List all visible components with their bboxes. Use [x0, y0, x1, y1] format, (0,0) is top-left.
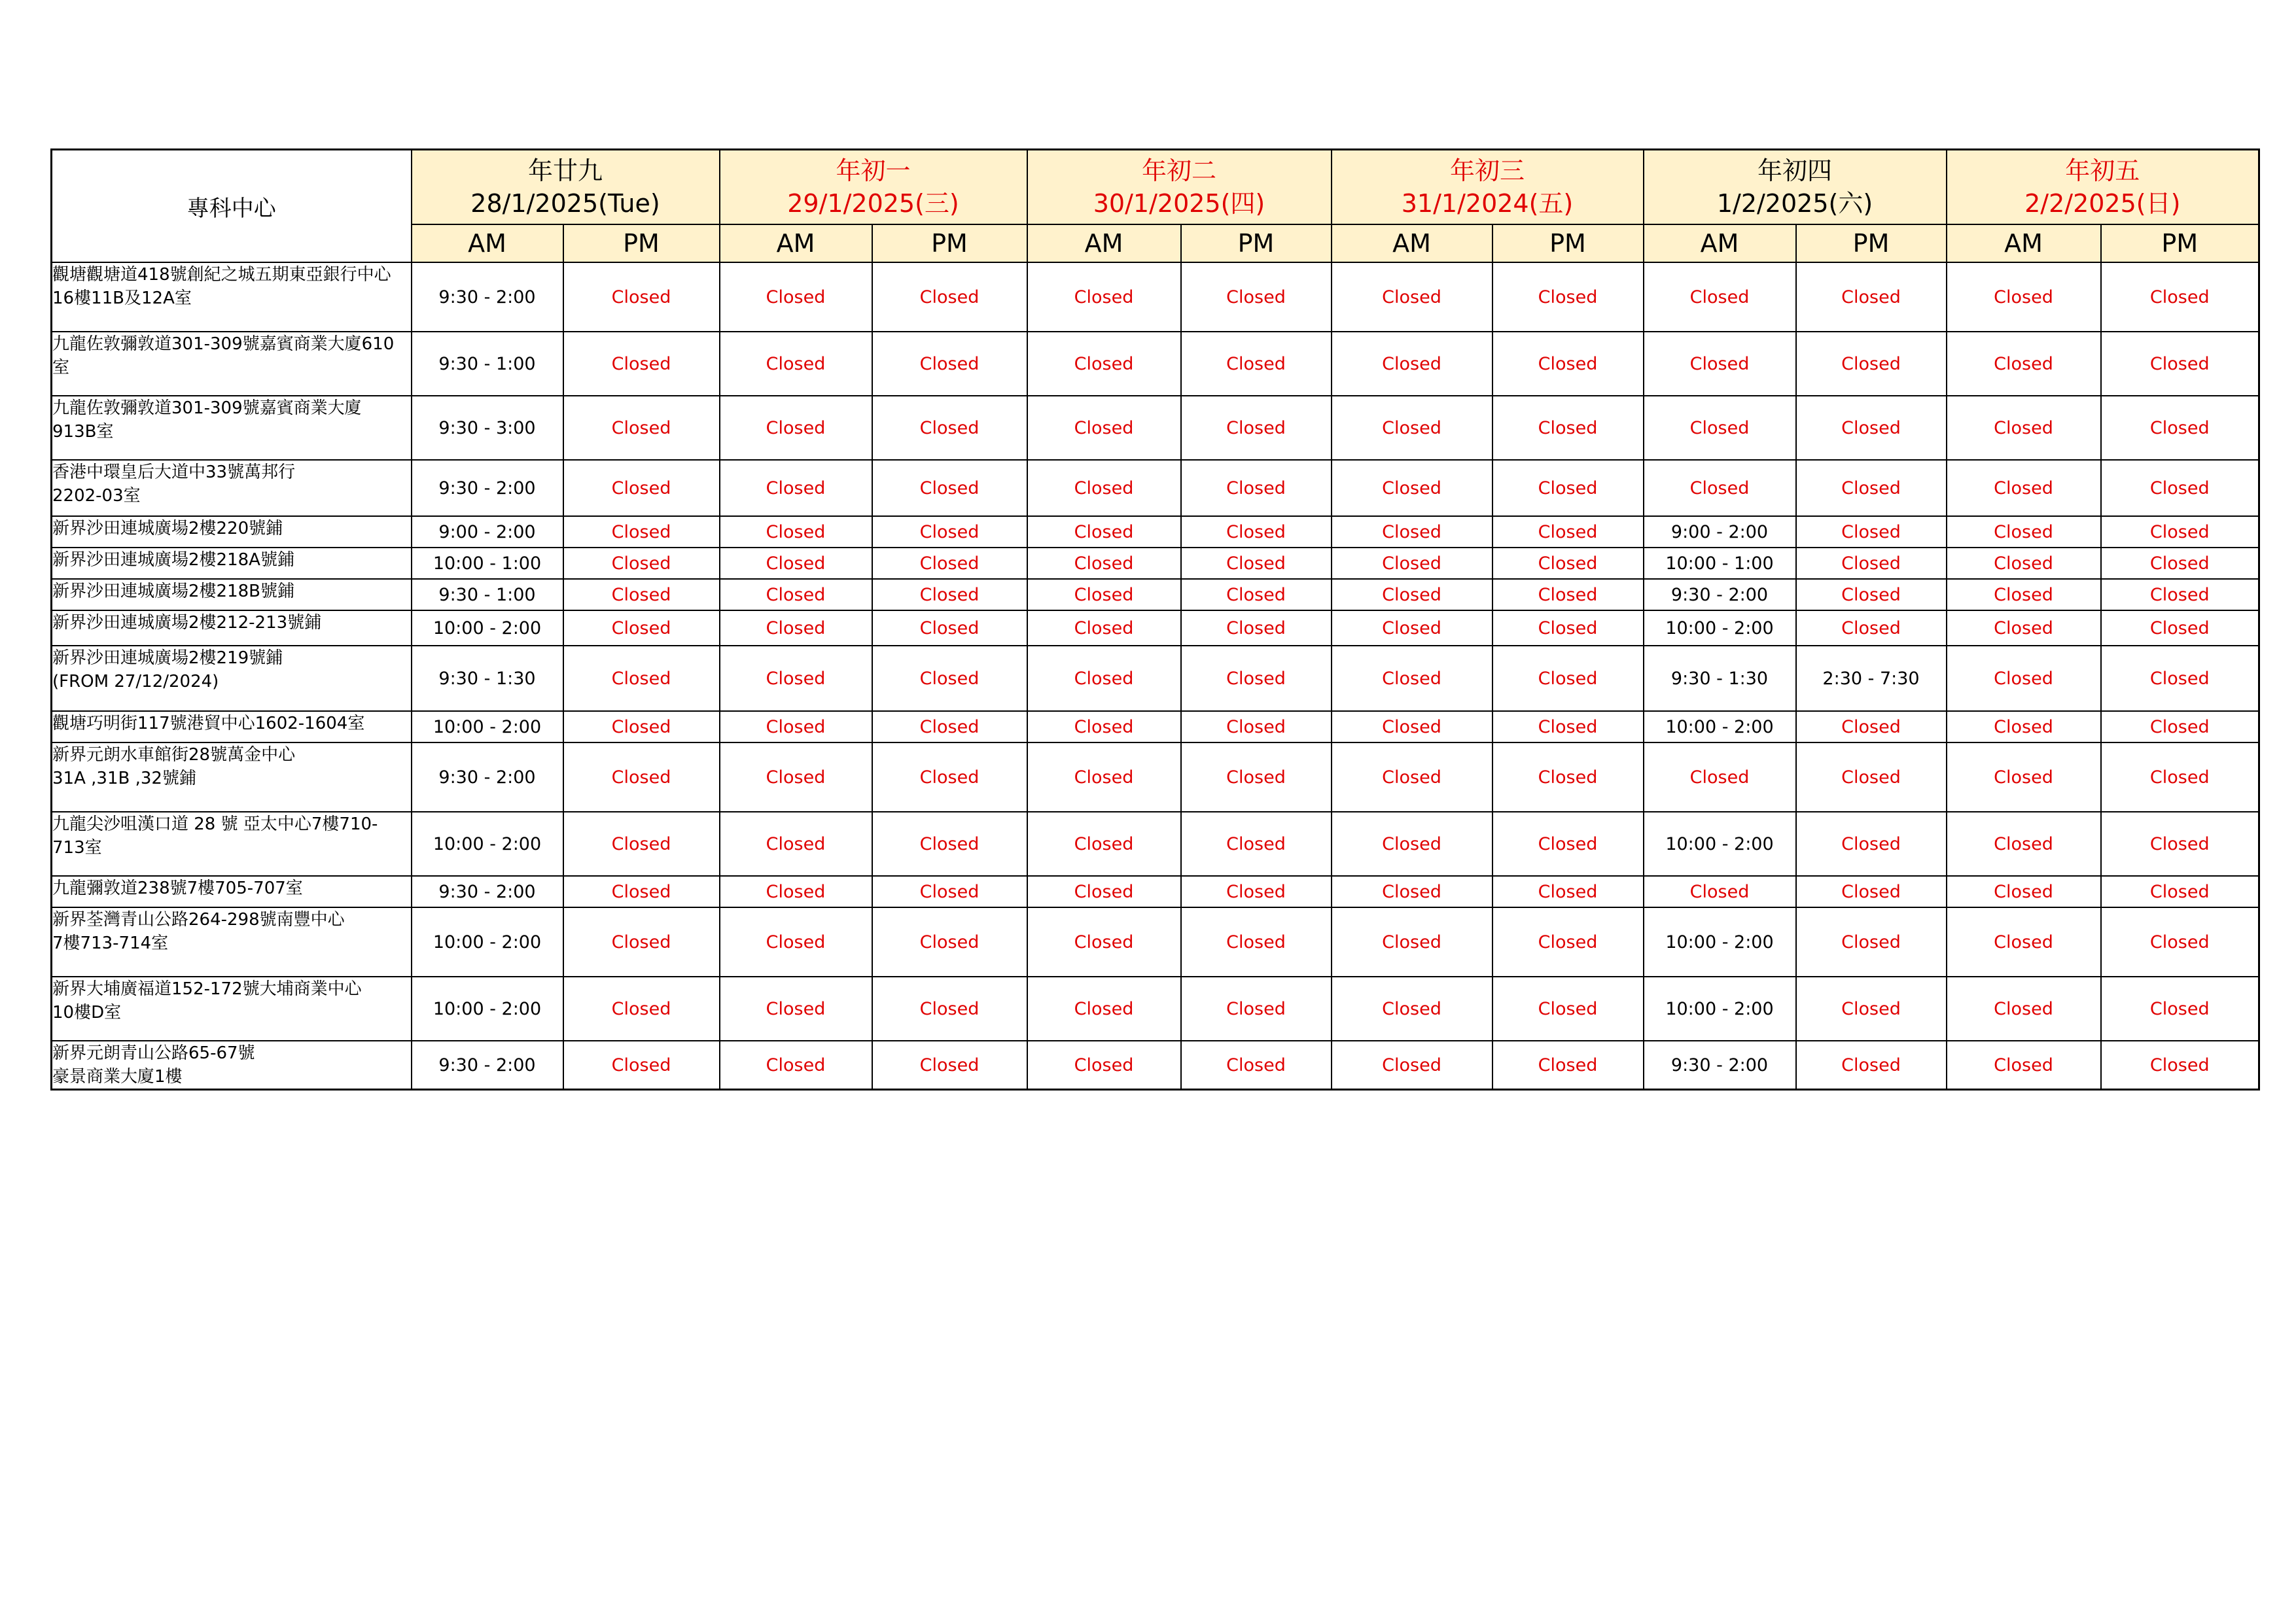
address-line: 新界大埔廣福道152-172號大埔商業中心 [52, 979, 362, 999]
table-row [52, 262, 2259, 332]
closed-status-cell: Closed [563, 610, 720, 646]
hours-cell: 10:00 - 2:00 [1644, 907, 1796, 977]
center-address [52, 742, 412, 812]
closed-status-cell: Closed [1181, 977, 1332, 1041]
closed-status-cell: Closed [1947, 907, 2101, 977]
closed-status-cell: Closed [1947, 977, 2101, 1041]
hours-cell: 2:30 - 7:30 [1796, 646, 1947, 711]
closed-status-cell: Closed [1492, 907, 1644, 977]
address-line: 九龍彌敦道238號7樓705-707室 [52, 879, 303, 898]
table-row [52, 646, 2259, 711]
closed-status-cell: Closed [563, 548, 720, 579]
closed-status-cell: Closed [1796, 1041, 1947, 1090]
closed-status-cell: Closed [720, 646, 872, 711]
day-name: 年初一 [836, 156, 911, 185]
address-line: 10樓D室 [52, 1003, 122, 1022]
hours-cell: 9:30 - 1:30 [1644, 646, 1796, 711]
address-line: 觀塘巧明街117號港貿中心1602-1604室 [52, 714, 365, 733]
am-header: AM [720, 224, 872, 262]
closed-status-cell: Closed [872, 460, 1027, 516]
center-address [52, 977, 412, 1041]
closed-status-cell: Closed [2101, 977, 2259, 1041]
closed-status-cell: Closed [1796, 876, 1947, 907]
closed-status-cell: Closed [720, 548, 872, 579]
address-line: 2202-03室 [52, 486, 141, 506]
table-row [52, 876, 2259, 907]
closed-status-cell: Closed [720, 1041, 872, 1090]
closed-status-cell: Closed [872, 977, 1027, 1041]
hours-cell: 9:30 - 3:00 [412, 396, 563, 460]
address-line: (FROM 27/12/2024) [52, 672, 219, 691]
center-address [52, 1041, 412, 1090]
address-line: 新界荃灣青山公路264-298號南豐中心 [52, 910, 345, 930]
closed-status-cell: Closed [1796, 332, 1947, 396]
address-line: 新界沙田連城廣場2樓212-213號鋪 [52, 613, 322, 633]
center-address [52, 610, 412, 646]
closed-status-cell: Closed [563, 332, 720, 396]
day-name: 年初三 [1449, 156, 1525, 185]
closed-status-cell: Closed [1947, 742, 2101, 812]
closed-status-cell: Closed [2101, 548, 2259, 579]
day-name: 年初四 [1757, 156, 1833, 185]
hours-cell: 9:30 - 2:00 [1644, 1041, 1796, 1090]
closed-status-cell: Closed [2101, 812, 2259, 876]
closed-status-cell: Closed [563, 1041, 720, 1090]
table-row [52, 516, 2259, 548]
closed-status-cell: Closed [1181, 516, 1332, 548]
closed-status-cell: Closed [1796, 460, 1947, 516]
center-address [52, 579, 412, 610]
table-body [52, 262, 2259, 1090]
closed-status-cell: Closed [1492, 711, 1644, 742]
day-date: 28/1/2025(Tue) [470, 189, 660, 218]
day-header [1644, 150, 1947, 225]
closed-status-cell: Closed [872, 876, 1027, 907]
hours-cell: 10:00 - 2:00 [412, 907, 563, 977]
closed-status-cell: Closed [720, 579, 872, 610]
am-header: AM [1332, 224, 1492, 262]
closed-status-cell: Closed [1332, 977, 1492, 1041]
address-line: 香港中環皇后大道中33號萬邦行 [52, 462, 296, 482]
table-row [52, 396, 2259, 460]
hours-cell: 9:30 - 2:00 [412, 1041, 563, 1090]
closed-status-cell: Closed [1796, 812, 1947, 876]
closed-status-cell: Closed [563, 516, 720, 548]
hours-cell: 9:30 - 2:00 [412, 742, 563, 812]
closed-status-cell: Closed [2101, 876, 2259, 907]
closed-status-cell: Closed [1947, 516, 2101, 548]
closed-status-cell: Closed [1027, 610, 1181, 646]
table-row [52, 812, 2259, 876]
closed-status-cell: Closed [1492, 610, 1644, 646]
hours-cell: 10:00 - 2:00 [1644, 711, 1796, 742]
table-row [52, 1041, 2259, 1090]
closed-status-cell: Closed [2101, 1041, 2259, 1090]
closed-status-cell: Closed [1332, 548, 1492, 579]
closed-status-cell: Closed [1181, 646, 1332, 711]
center-address [52, 548, 412, 579]
closed-status-cell: Closed [1027, 1041, 1181, 1090]
hours-cell: 9:30 - 2:00 [412, 876, 563, 907]
closed-status-cell: Closed [720, 516, 872, 548]
closed-status-cell: Closed [2101, 579, 2259, 610]
address-line: 913B室 [52, 422, 114, 442]
closed-status-cell: Closed [720, 262, 872, 332]
closed-status-cell: Closed [1947, 610, 2101, 646]
closed-status-cell: Closed [1181, 1041, 1332, 1090]
closed-status-cell: Closed [563, 876, 720, 907]
address-line: 新界沙田連城廣場2樓218B號鋪 [52, 582, 295, 601]
address-line: 新界元朗水車館街28號萬金中心 [52, 745, 296, 765]
closed-status-cell: Closed [1332, 1041, 1492, 1090]
closed-status-cell: Closed [2101, 711, 2259, 742]
closed-status-cell: Closed [1027, 646, 1181, 711]
closed-status-cell: Closed [1492, 548, 1644, 579]
closed-status-cell: Closed [1492, 742, 1644, 812]
closed-status-cell: Closed [1181, 711, 1332, 742]
address-line: 豪景商業大廈1樓 [52, 1067, 183, 1087]
closed-status-cell: Closed [1796, 711, 1947, 742]
closed-status-cell: Closed [2101, 742, 2259, 812]
table-row [52, 977, 2259, 1041]
center-address [52, 646, 412, 711]
hours-cell: 10:00 - 1:00 [1644, 548, 1796, 579]
closed-status-cell: Closed [1644, 742, 1796, 812]
day-date: 29/1/2025(三) [787, 189, 959, 218]
am-header: AM [1027, 224, 1181, 262]
closed-status-cell: Closed [1796, 396, 1947, 460]
center-address [52, 907, 412, 977]
closed-status-cell: Closed [1492, 812, 1644, 876]
closed-status-cell: Closed [563, 396, 720, 460]
table-row [52, 548, 2259, 579]
table-row [52, 579, 2259, 610]
center-address [52, 711, 412, 742]
closed-status-cell: Closed [1644, 460, 1796, 516]
closed-status-cell: Closed [872, 742, 1027, 812]
hours-cell: 9:30 - 2:00 [412, 460, 563, 516]
closed-status-cell: Closed [1644, 396, 1796, 460]
closed-status-cell: Closed [1181, 907, 1332, 977]
closed-status-cell: Closed [563, 711, 720, 742]
closed-status-cell: Closed [563, 742, 720, 812]
closed-status-cell: Closed [1492, 262, 1644, 332]
closed-status-cell: Closed [1644, 876, 1796, 907]
closed-status-cell: Closed [872, 332, 1027, 396]
closed-status-cell: Closed [1796, 516, 1947, 548]
closed-status-cell: Closed [2101, 262, 2259, 332]
address-line: 九龍尖沙咀漢口道 28 號 亞太中心7樓710- [52, 814, 378, 834]
closed-status-cell: Closed [1492, 332, 1644, 396]
closed-status-cell: Closed [1027, 812, 1181, 876]
closed-status-cell: Closed [1181, 610, 1332, 646]
closed-status-cell: Closed [1796, 977, 1947, 1041]
closed-status-cell: Closed [1181, 332, 1332, 396]
closed-status-cell: Closed [1181, 876, 1332, 907]
closed-status-cell: Closed [872, 907, 1027, 977]
hours-cell: 10:00 - 2:00 [1644, 610, 1796, 646]
closed-status-cell: Closed [1947, 876, 2101, 907]
closed-status-cell: Closed [1492, 1041, 1644, 1090]
hours-cell: 9:00 - 2:00 [412, 516, 563, 548]
closed-status-cell: Closed [1947, 396, 2101, 460]
day-header-row [52, 150, 2259, 225]
closed-status-cell: Closed [1644, 262, 1796, 332]
closed-status-cell: Closed [720, 396, 872, 460]
closed-status-cell: Closed [1027, 711, 1181, 742]
closed-status-cell: Closed [1181, 548, 1332, 579]
day-date: 1/2/2025(六) [1716, 189, 1873, 218]
closed-status-cell: Closed [1947, 579, 2101, 610]
closed-status-cell: Closed [1492, 977, 1644, 1041]
closed-status-cell: Closed [1027, 516, 1181, 548]
closed-status-cell: Closed [1027, 548, 1181, 579]
address-line: 室 [52, 358, 70, 377]
day-header [1947, 150, 2259, 225]
closed-status-cell: Closed [1796, 742, 1947, 812]
closed-status-cell: Closed [1492, 579, 1644, 610]
closed-status-cell: Closed [872, 262, 1027, 332]
closed-status-cell: Closed [1492, 516, 1644, 548]
center-address [52, 516, 412, 548]
pm-header: PM [872, 224, 1027, 262]
closed-status-cell: Closed [563, 262, 720, 332]
am-header: AM [1644, 224, 1796, 262]
closed-status-cell: Closed [563, 812, 720, 876]
closed-status-cell: Closed [872, 579, 1027, 610]
schedule-sheet [50, 148, 2260, 1091]
center-address [52, 262, 412, 332]
closed-status-cell: Closed [1796, 610, 1947, 646]
day-date: 2/2/2025(日) [2024, 189, 2181, 218]
closed-status-cell: Closed [1332, 262, 1492, 332]
closed-status-cell: Closed [1181, 262, 1332, 332]
closed-status-cell: Closed [1947, 460, 2101, 516]
hours-cell: 10:00 - 1:00 [412, 548, 563, 579]
address-line: 新界元朗青山公路65-67號 [52, 1043, 255, 1063]
day-name: 年初五 [2065, 156, 2140, 185]
closed-status-cell: Closed [1796, 548, 1947, 579]
pm-header: PM [563, 224, 720, 262]
address-line: 九龍佐敦彌敦道301-309號嘉賓商業大廈610 [52, 334, 395, 354]
table-row [52, 610, 2259, 646]
hours-cell: 9:30 - 2:00 [412, 262, 563, 332]
closed-status-cell: Closed [1027, 742, 1181, 812]
table-header [52, 150, 2259, 263]
closed-status-cell: Closed [2101, 610, 2259, 646]
closed-status-cell: Closed [1332, 646, 1492, 711]
closed-status-cell: Closed [2101, 396, 2259, 460]
closed-status-cell: Closed [1947, 332, 2101, 396]
address-line: 觀塘觀塘道418號創紀之城五期東亞銀行中心 [52, 265, 391, 285]
center-address [52, 332, 412, 396]
closed-status-cell: Closed [1181, 460, 1332, 516]
closed-status-cell: Closed [872, 1041, 1027, 1090]
day-date: 30/1/2025(四) [1093, 189, 1265, 218]
closed-status-cell: Closed [1027, 977, 1181, 1041]
holiday-hours-table [50, 148, 2260, 1091]
hours-cell: 9:30 - 1:30 [412, 646, 563, 711]
closed-status-cell: Closed [1796, 579, 1947, 610]
closed-status-cell: Closed [1796, 907, 1947, 977]
hours-cell: 10:00 - 2:00 [1644, 977, 1796, 1041]
day-header [412, 150, 720, 225]
closed-status-cell: Closed [1492, 646, 1644, 711]
closed-status-cell: Closed [1796, 262, 1947, 332]
closed-status-cell: Closed [563, 579, 720, 610]
hours-cell: 10:00 - 2:00 [412, 711, 563, 742]
closed-status-cell: Closed [1332, 876, 1492, 907]
pm-header: PM [2101, 224, 2259, 262]
closed-status-cell: Closed [563, 646, 720, 711]
closed-status-cell: Closed [2101, 907, 2259, 977]
closed-status-cell: Closed [1027, 262, 1181, 332]
center-column-header: 專科中心 [52, 150, 412, 263]
center-address [52, 876, 412, 907]
hours-cell: 9:30 - 1:00 [412, 579, 563, 610]
closed-status-cell: Closed [872, 812, 1027, 876]
closed-status-cell: Closed [872, 646, 1027, 711]
closed-status-cell: Closed [1027, 876, 1181, 907]
address-line: 九龍佐敦彌敦道301-309號嘉賓商業大廈 [52, 398, 362, 418]
am-header: AM [1947, 224, 2101, 262]
day-header [1027, 150, 1332, 225]
closed-status-cell: Closed [1181, 579, 1332, 610]
address-line: 713室 [52, 838, 102, 858]
closed-status-cell: Closed [1332, 742, 1492, 812]
hours-cell: 10:00 - 2:00 [412, 812, 563, 876]
closed-status-cell: Closed [1027, 907, 1181, 977]
table-row [52, 332, 2259, 396]
closed-status-cell: Closed [720, 812, 872, 876]
closed-status-cell: Closed [1332, 812, 1492, 876]
pm-header: PM [1492, 224, 1644, 262]
day-header [720, 150, 1027, 225]
closed-status-cell: Closed [1027, 332, 1181, 396]
closed-status-cell: Closed [1332, 579, 1492, 610]
closed-status-cell: Closed [1947, 262, 2101, 332]
hours-cell: 9:30 - 1:00 [412, 332, 563, 396]
closed-status-cell: Closed [1947, 646, 2101, 711]
closed-status-cell: Closed [720, 711, 872, 742]
address-line: 新界沙田連城廣場2樓218A號鋪 [52, 550, 294, 570]
address-line: 16樓11B及12A室 [52, 288, 192, 308]
closed-status-cell: Closed [720, 610, 872, 646]
address-line: 31A ,31B ,32號鋪 [52, 769, 196, 788]
closed-status-cell: Closed [872, 711, 1027, 742]
closed-status-cell: Closed [1332, 610, 1492, 646]
closed-status-cell: Closed [720, 332, 872, 396]
center-address [52, 460, 412, 516]
address-line: 7樓713-714室 [52, 934, 169, 953]
closed-status-cell: Closed [872, 516, 1027, 548]
closed-status-cell: Closed [872, 396, 1027, 460]
closed-status-cell: Closed [1332, 516, 1492, 548]
closed-status-cell: Closed [1947, 1041, 2101, 1090]
address-line: 新界沙田連城廣場2樓219號鋪 [52, 648, 283, 668]
pm-header: PM [1796, 224, 1947, 262]
closed-status-cell: Closed [1181, 742, 1332, 812]
table-row [52, 907, 2259, 977]
closed-status-cell: Closed [872, 610, 1027, 646]
closed-status-cell: Closed [1492, 396, 1644, 460]
day-name: 年廿九 [527, 156, 603, 185]
closed-status-cell: Closed [2101, 646, 2259, 711]
hours-cell: 10:00 - 2:00 [1644, 812, 1796, 876]
closed-status-cell: Closed [1644, 332, 1796, 396]
hours-cell: 10:00 - 2:00 [412, 977, 563, 1041]
closed-status-cell: Closed [2101, 460, 2259, 516]
hours-cell: 9:00 - 2:00 [1644, 516, 1796, 548]
day-header [1332, 150, 1644, 225]
closed-status-cell: Closed [1332, 332, 1492, 396]
center-address [52, 812, 412, 876]
closed-status-cell: Closed [563, 977, 720, 1041]
closed-status-cell: Closed [1492, 460, 1644, 516]
closed-status-cell: Closed [563, 460, 720, 516]
closed-status-cell: Closed [2101, 332, 2259, 396]
table-row [52, 742, 2259, 812]
closed-status-cell: Closed [563, 907, 720, 977]
closed-status-cell: Closed [720, 460, 872, 516]
closed-status-cell: Closed [1492, 876, 1644, 907]
closed-status-cell: Closed [720, 907, 872, 977]
closed-status-cell: Closed [1332, 711, 1492, 742]
closed-status-cell: Closed [1027, 396, 1181, 460]
closed-status-cell: Closed [1027, 460, 1181, 516]
closed-status-cell: Closed [1027, 579, 1181, 610]
hours-cell: 10:00 - 2:00 [412, 610, 563, 646]
day-name: 年初二 [1141, 156, 1216, 185]
closed-status-cell: Closed [1947, 711, 2101, 742]
closed-status-cell: Closed [1947, 548, 2101, 579]
hours-cell: 9:30 - 2:00 [1644, 579, 1796, 610]
day-date: 31/1/2024(五) [1401, 189, 1574, 218]
closed-status-cell: Closed [872, 548, 1027, 579]
closed-status-cell: Closed [1181, 812, 1332, 876]
center-address [52, 396, 412, 460]
closed-status-cell: Closed [1332, 396, 1492, 460]
closed-status-cell: Closed [720, 876, 872, 907]
closed-status-cell: Closed [2101, 516, 2259, 548]
table-row [52, 460, 2259, 516]
table-row [52, 711, 2259, 742]
closed-status-cell: Closed [1181, 396, 1332, 460]
closed-status-cell: Closed [720, 977, 872, 1041]
closed-status-cell: Closed [1332, 907, 1492, 977]
am-header: AM [412, 224, 563, 262]
closed-status-cell: Closed [1332, 460, 1492, 516]
closed-status-cell: Closed [720, 742, 872, 812]
closed-status-cell: Closed [1947, 812, 2101, 876]
pm-header: PM [1181, 224, 1332, 262]
address-line: 新界沙田連城廣場2樓220號鋪 [52, 519, 283, 538]
